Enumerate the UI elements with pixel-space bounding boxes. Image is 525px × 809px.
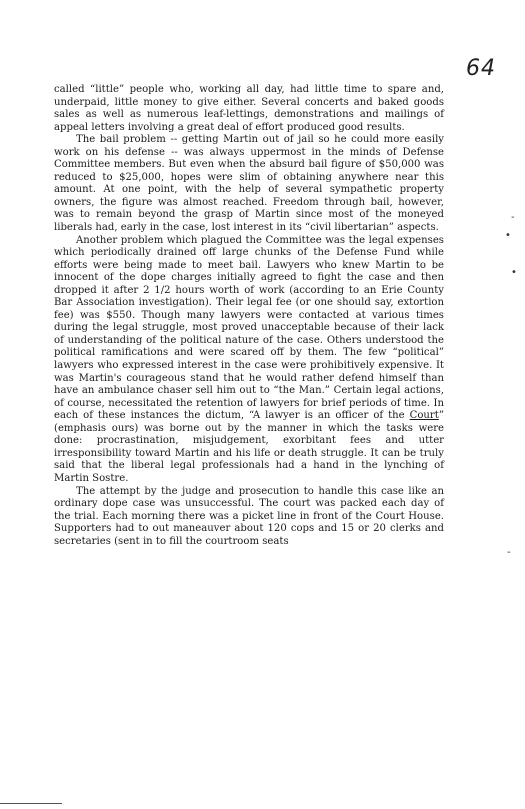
underlined-word-court: Court	[409, 410, 439, 422]
margin-speck: -	[511, 212, 515, 223]
margin-speck: •	[505, 230, 511, 241]
margin-speck: •	[511, 267, 517, 278]
paragraph-3-text: Another problem which plagued the Committee was the legal expenses which periodically drained off large chunks of the Defense Fund while efforts were being made to meet bail. Lawyers who knew Martin to be innocent of the dope charges initially agreed to fight the case and then dropped it after 2 1/2 hours worth of work (according to an Erie County Bar Association investigation). Their legal fee (or one should say, extortion fee) was $550. Though many lawyers were contacted at various times during the legal struggle, most proved unacceptable because of their lack of understanding of the political nature of the case. Others understood the political ramifications and were scared off by them. The few “political” lawyers who expressed interest in the case were prohibitively expensive. It was Martin's courageous stand that he would rather defend himself than have an ambulance chaser sell him out to “the Man.” Certain legal actions, of course, necessitated the retention of lawyers for brief periods of time. In each of these instances the dictum, “A lawyer is an officer of the	[54, 234, 444, 422]
paragraph-2: The bail problem -- getting Martin out of jail so he could more easily work on his defense -- was always uppermost in the minds of Defense Committee members. But even when the absurd bail figure of $50,000 was reduced to $25,000, hopes were slim of obtaining anywhere near this amount. At one point, with the help of several sympathetic property owners, the figure was almost reached. Freedom through bail, however, was to remain beyond the grasp of Martin since most of the moneyed liberals had, early in the case, lost interest in its “civil libertarian” aspects.	[54, 134, 444, 234]
margin-speck: -	[507, 547, 511, 558]
footer-rule	[0, 803, 62, 804]
paragraph-3-continuation: ” (emphasis ours) was borne out by the manner in which the tasks were done: procrastination, misjudgement, exorbitant fees and utter irresponsibility toward Martin and his life or death struggle. It can be truly said that the liberal legal professionals had a hand in the lynching of Martin Sostre.	[54, 410, 444, 484]
body-text	[54, 84, 444, 548]
paragraph-1: called “little” people who, working all day, had little time to spare and, underpaid, little money to give either. Several concerts and baked goods sales as well as numerous leaf-lettings, demonstrations and mailings of appeal letters involving a great deal of effort produced good results.	[54, 84, 444, 133]
page-number: 64	[466, 56, 496, 81]
paragraph-4: The attempt by the judge and prosecution to handle this case like an ordinary dope case was unsuccessful. The court was packed each day of the trial. Each morning there was a picket line in front of the Court House. Supporters had to out maneauver about 120 cops and 15 or 20 clerks and secretaries (sent in to fill the courtroom seats	[54, 485, 444, 547]
paragraph-3	[54, 235, 444, 486]
